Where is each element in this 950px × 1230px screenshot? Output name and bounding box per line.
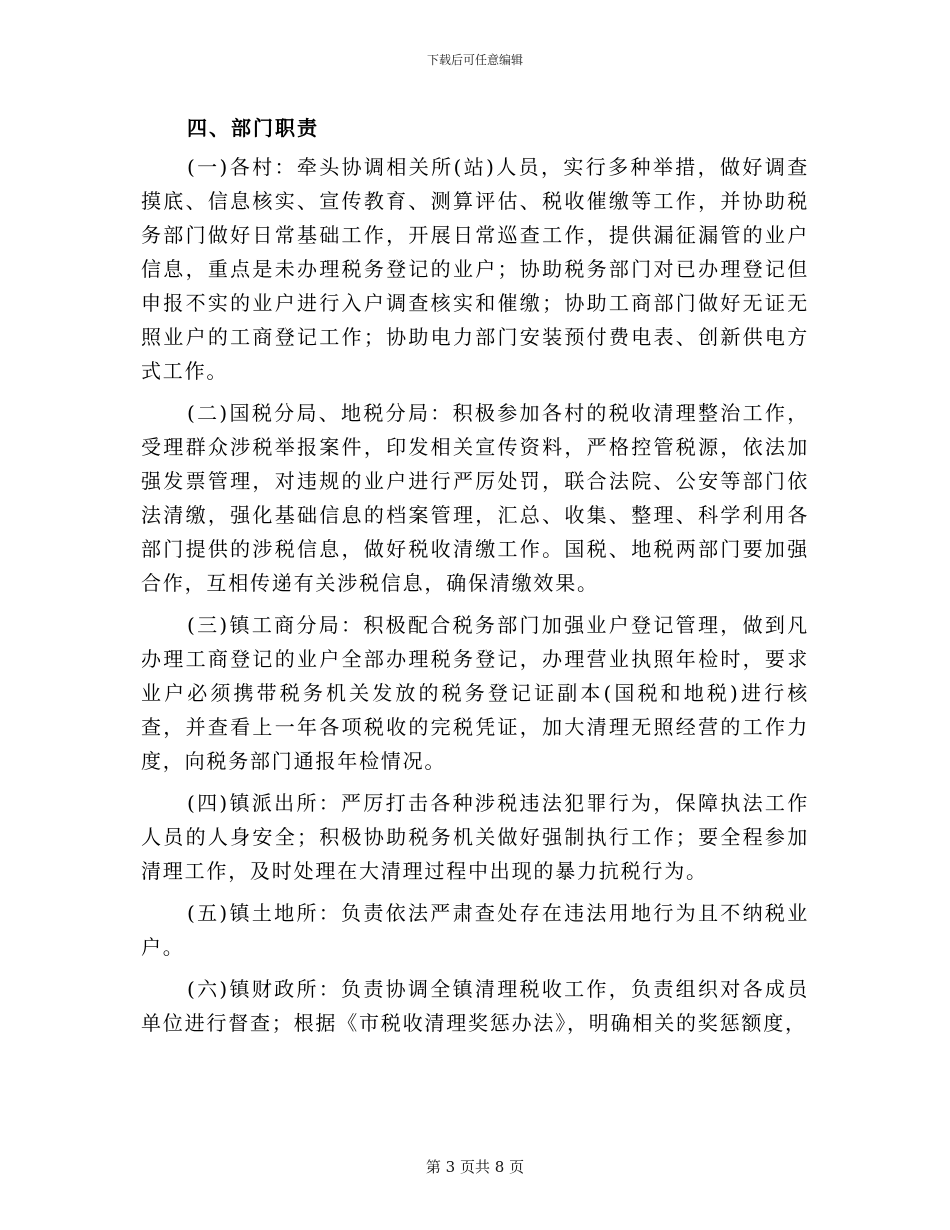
section-title: 四、部门职责 (187, 116, 319, 140)
page-number: 第 3 页共 8 页 (425, 1158, 525, 1176)
paragraph-finance-office: (六)镇财政所：负责协调全镇清理税收工作，负责组织对各成员单位进行督查；根据《市税收清理奖惩办法》，明确相关的奖惩额度， (141, 977, 809, 1035)
paragraph-land-office: (五)镇土地所：负责依法严肃查处存在违法用地行为且不纳税业户。 (141, 901, 809, 959)
paragraph-industry-commerce: (三)镇工商分局：积极配合税务部门加强业户登记管理，做到凡办理工商登记的业户全部办理税务登记，办理营业执照年检时，要求业户必须携带税务机关发放的税务登记证副本(国税和地税)进行核查，并查看上一年各项税收的完税凭证，加大清理无照经营的工作力度，向税务部门通报年检情况。 (141, 613, 809, 773)
document-body (141, 112, 809, 1040)
paragraph-tax-bureaus: (二)国税分局、地税分局：积极参加各村的税收清理整治工作，受理群众涉税举报案件，印发相关宣传资料，严格控管税源，依法加强发票管理，对违规的业户进行严厉处罚，联合法院、公安等部门依法清缴，强化基础信息的档案管理，汇总、收集、整理、科学利用各部门提供的涉税信息，做好税收清缴工作。国税、地税两部门要加强合作，互相传递有关涉税信息，确保清缴效果。 (141, 401, 809, 595)
page-header-note: 下载后可任意编辑 (426, 53, 523, 67)
paragraph-villages: (一)各村：牵头协调相关所(站)人员，实行多种举措，做好调查摸底、信息核实、宣传教育、测算评估、税收催缴等工作，并协助税务部门做好日常基础工作，开展日常巡查工作，提供漏征漏管的业户信息，重点是未办理税务登记的业户；协助税务部门对已办理登记但申报不实的业户进行入户调查核实和催缴；协助工商部门做好无证无照业户的工商登记工作；协助电力部门安装预付费电表、创新供电方式工作。 (141, 155, 809, 383)
paragraph-police-station: (四)镇派出所：严厉打击各种涉税违法犯罪行为，保障执法工作人员的人身安全；积极协助税务机关做好强制执行工作；要全程参加清理工作，及时处理在大清理过程中出现的暴力抗税行为。 (141, 791, 809, 883)
